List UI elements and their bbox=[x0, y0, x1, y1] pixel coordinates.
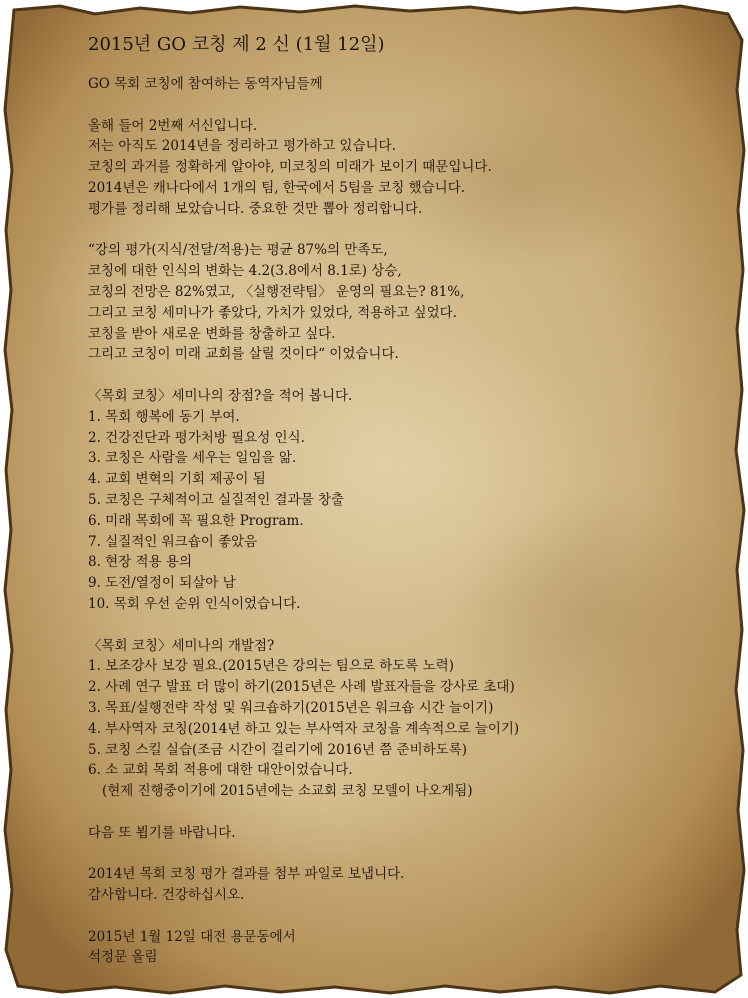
strength-item: 1. 목회 행복에 동기 부여. bbox=[88, 408, 240, 425]
improvement-item: 3. 목표/실행전략 작성 및 워크숍하기(2015년은 워크숍 시간 늘이기) bbox=[88, 699, 494, 716]
spacer bbox=[88, 615, 718, 636]
evaluation-line: 코칭의 전망은 82%였고, 〈실행전략팀〉 운영의 필요는? 81%, bbox=[88, 283, 465, 300]
strength-item: 8. 현장 적용 용의 bbox=[88, 554, 192, 571]
improvement-item: 6. 소 교회 목회 적용에 대한 대안이었습니다. bbox=[88, 762, 353, 779]
strength-item: 2. 건강진단과 평가처방 필요성 인식. bbox=[88, 429, 305, 446]
improvement-item: 2. 사례 연구 발표 더 많이 하기(2015년은 사례 발표자들을 강사로 초대) bbox=[88, 679, 515, 696]
strength-item: 10. 목회 우선 순위 인식이었습니다. bbox=[88, 595, 301, 612]
strength-item: 6. 미래 목회에 꼭 필요한 Program. bbox=[88, 512, 304, 529]
intro-line: 2014년은 캐나다에서 1개의 팀, 한국에서 5팀을 코칭 했습니다. bbox=[88, 179, 466, 196]
evaluation-line: 코칭에 대한 인식의 변화는 4.2(3.8에서 8.1로) 상승, bbox=[88, 263, 402, 280]
closing-wish: 다음 또 뵙기를 바랍니다. bbox=[88, 824, 236, 841]
signature: 석정문 올림 bbox=[88, 949, 158, 966]
intro-line: 코칭의 과거를 정확하게 알아야, 미코칭의 미래가 보이기 때문입니다. bbox=[88, 159, 492, 176]
improvement-note: (현제 진행중이기에 2015년에는 소교회 코칭 모델이 나오게됨) bbox=[102, 783, 473, 800]
letter-title: 2015년 GO 코칭 제 2 신 (1월 12일) bbox=[88, 34, 385, 55]
intro-line: 평가를 정리해 보았습니다. 중요한 것만 뽑아 정리합니다. bbox=[88, 200, 423, 217]
spacer bbox=[88, 220, 718, 241]
spacer bbox=[88, 843, 718, 864]
spacer bbox=[88, 802, 718, 823]
improvement-item: 1. 보조강사 보강 필요.(2015년은 강의는 팀으로 하도록 노력) bbox=[88, 658, 454, 675]
letter-body bbox=[88, 30, 718, 968]
intro-line: 올해 들어 2번째 서신입니다. bbox=[88, 117, 258, 134]
strength-item: 3. 코칭은 사람을 세우는 일임을 앎. bbox=[88, 450, 297, 467]
evaluation-line: “강의 평가(지식/전달/적용)는 평균 87%의 만족도, bbox=[88, 242, 388, 259]
thanks: 감사합니다. 건강하십시오. bbox=[88, 887, 245, 904]
evaluation-quote bbox=[88, 240, 718, 365]
intro-paragraph bbox=[88, 116, 718, 220]
evaluation-line: 코칭을 받아 새로운 변화를 창출하고 싶다. bbox=[88, 325, 336, 342]
intro-line: 저는 아직도 2014년을 정리하고 평가하고 있습니다. bbox=[88, 138, 396, 155]
spacer bbox=[88, 906, 718, 927]
improvement-item: 5. 코칭 스킬 실습(조금 시간이 걸리기에 2016년 쯤 준비하도록) bbox=[88, 741, 468, 758]
evaluation-line: 그리고 코칭이 미래 교회를 살릴 것이다“ 이었습니다. bbox=[88, 346, 399, 363]
evaluation-line: 그리고 코칭 세미나가 좋았다, 가치가 있었다, 적용하고 싶었다. bbox=[88, 304, 457, 321]
strengths-section bbox=[88, 386, 718, 615]
strength-item: 7. 실질적인 워크숍이 좋았음 bbox=[88, 533, 258, 550]
strength-item: 9. 도전/열정이 되살아 남 bbox=[88, 575, 236, 592]
spacer bbox=[88, 365, 718, 386]
attachment-note: 2014년 목회 코칭 평가 결과를 첨부 파일로 보냅니다. bbox=[88, 866, 405, 883]
improvement-item: 4. 부사역자 코칭(2014년 하고 있는 부사역자 코칭을 계속적으로 늘이기) bbox=[88, 720, 520, 737]
strength-item: 4. 교회 변혁의 기회 제공이 됨 bbox=[88, 471, 266, 488]
spacer bbox=[88, 95, 718, 116]
strengths-heading: 〈목회 코칭〉세미나의 장점?을 적어 봅니다. bbox=[88, 387, 353, 404]
improvements-section bbox=[88, 636, 718, 802]
strength-item: 5. 코칭은 구체적이고 실질적인 결과물 창출 bbox=[88, 491, 345, 508]
improvements-heading: 〈목회 코칭〉세미나의 개발점? bbox=[88, 637, 275, 654]
date-place: 2015년 1월 12일 대전 용문동에서 bbox=[88, 928, 296, 945]
greeting: GO 목회 코칭에 참여하는 동역자님들께 bbox=[88, 76, 323, 92]
